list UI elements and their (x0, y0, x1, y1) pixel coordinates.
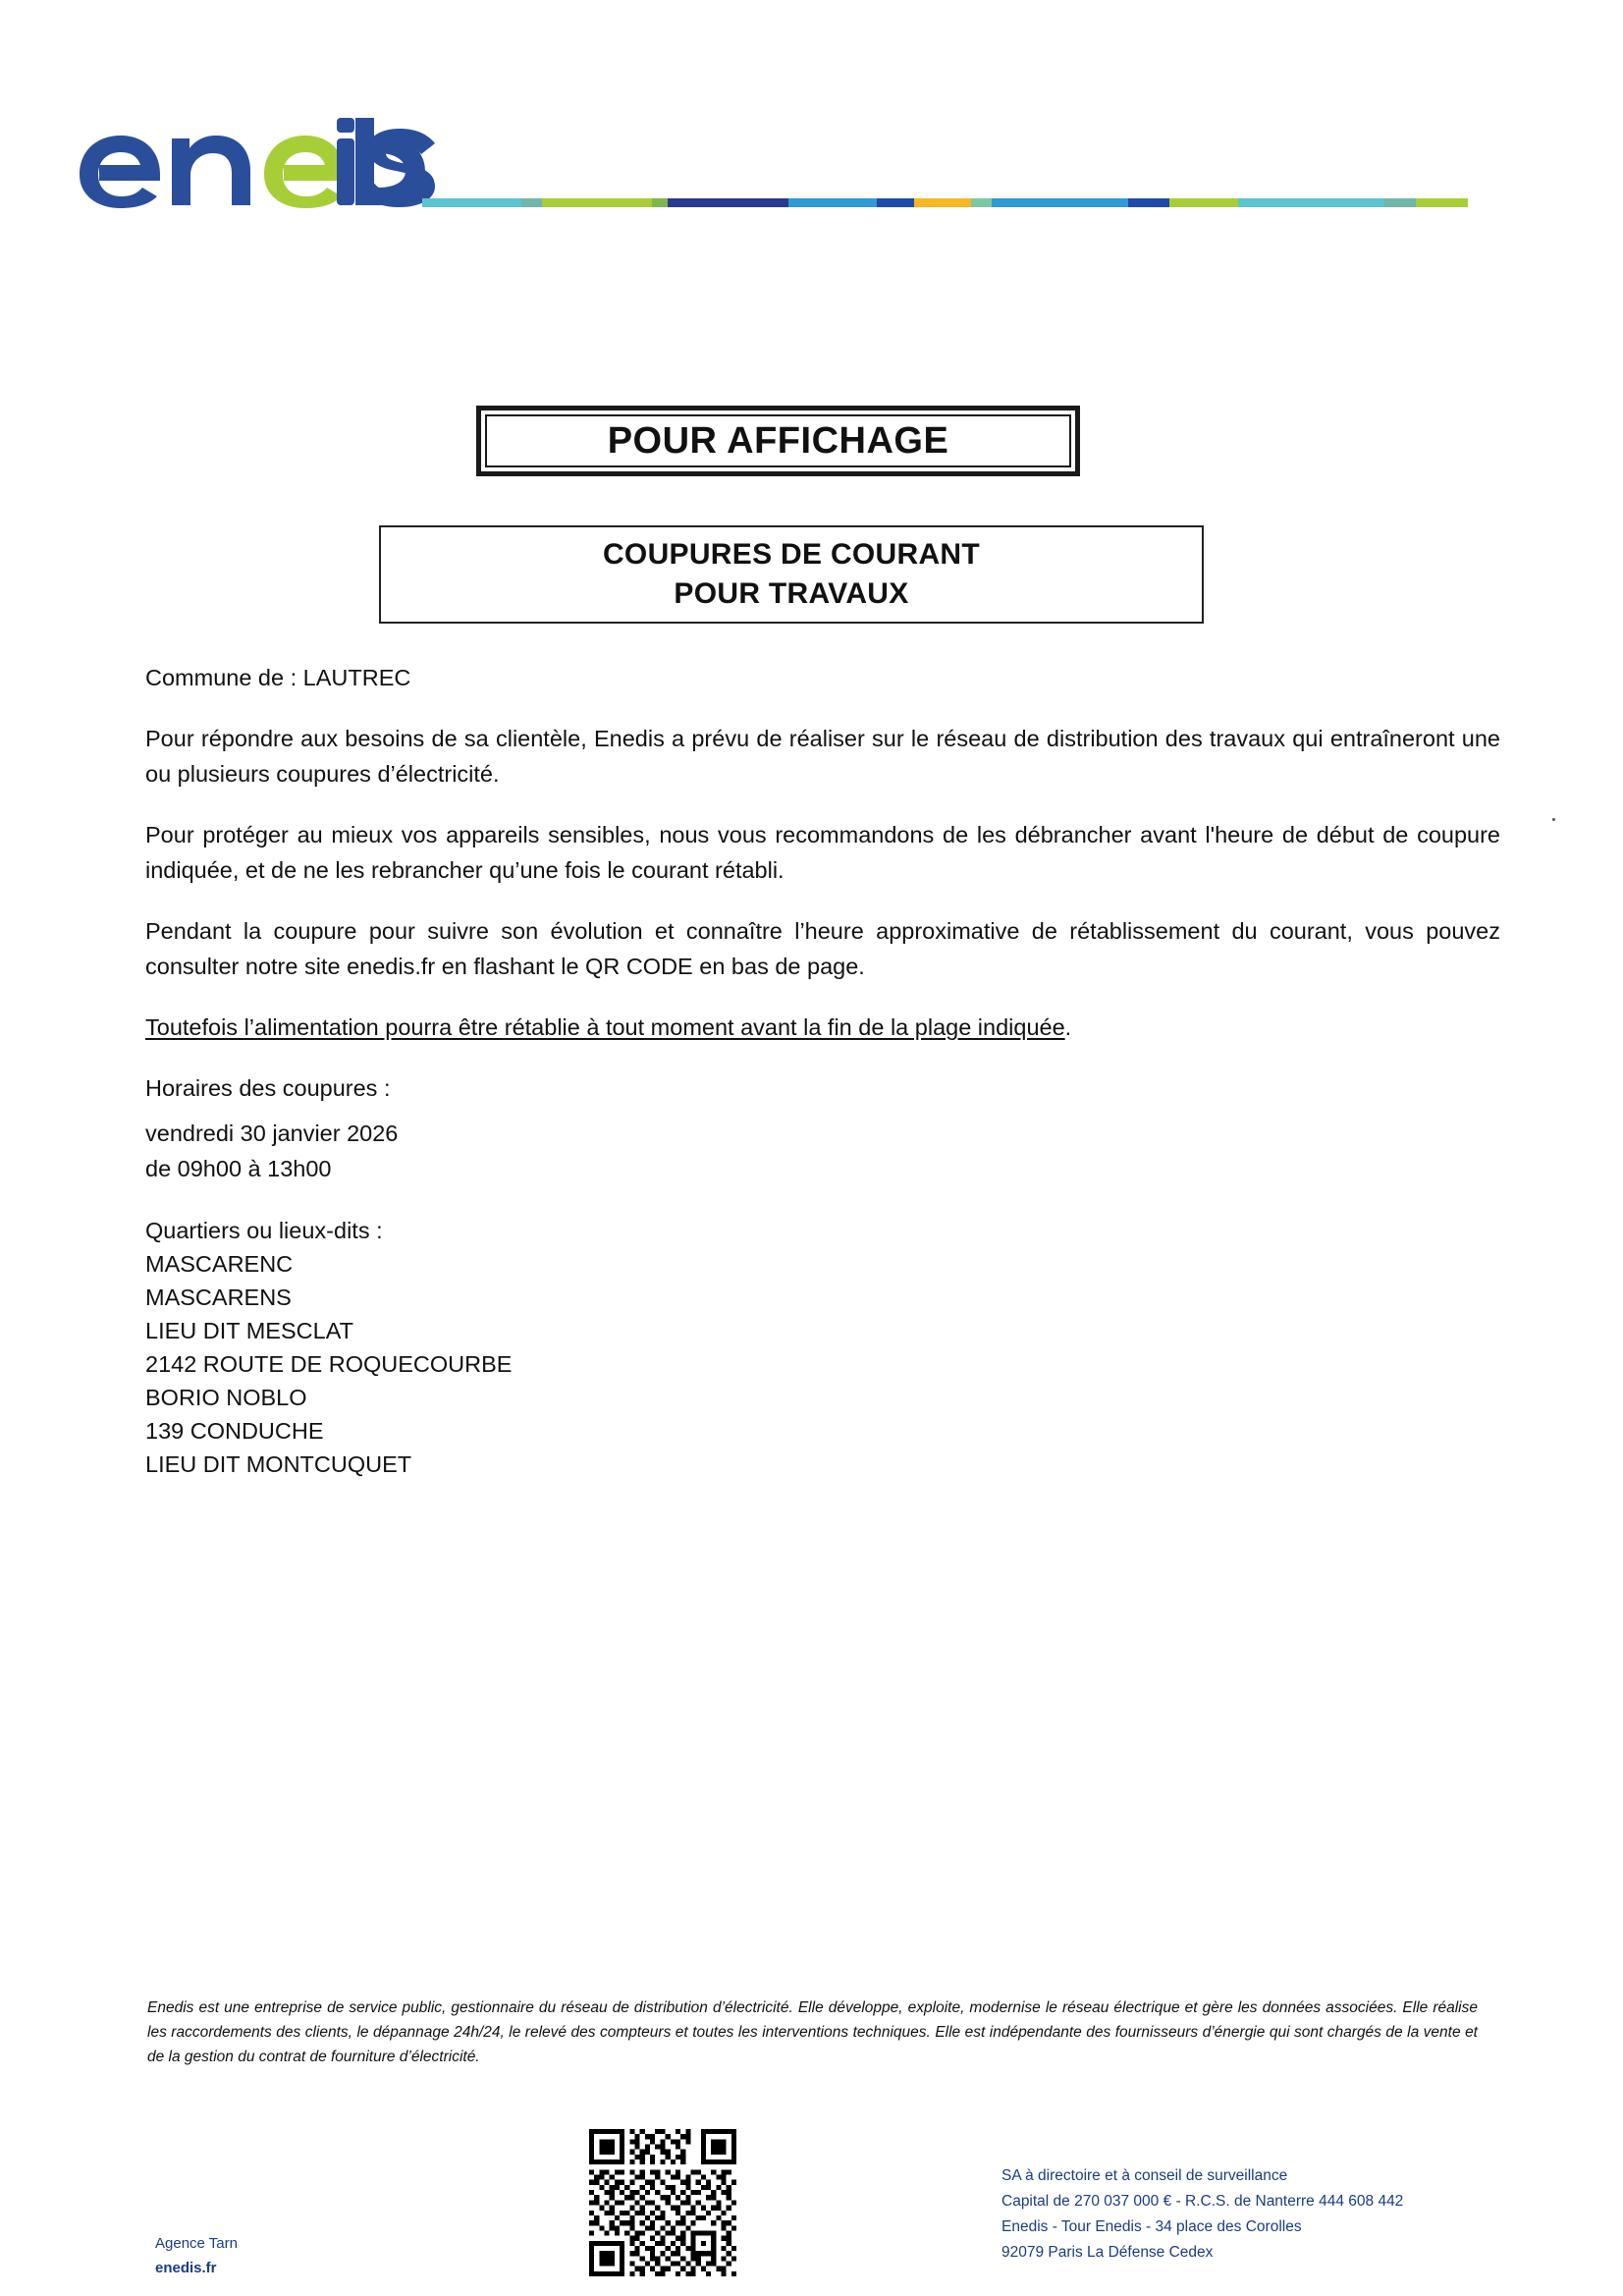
rule-segment (877, 198, 913, 207)
paragraph-appareils: Pour protéger au mieux vos appareils sensibles, nous vous recommandons de les débrancher avant l'heure de début de coupure indiquée, et de ne les rebrancher qu’une fois le courant rétabli. (145, 822, 1500, 883)
paragraph-qr-info: Pendant la coupure pour suivre son évolution et connaître l’heure approximative de rétablissement du courant, vous pouvez consulter notre site enedis.fr en flashant le QR CODE en bas de page. (145, 918, 1500, 979)
footer-website[interactable]: enedis.fr (155, 2260, 217, 2276)
qr-code-icon (589, 2129, 736, 2276)
footer-legal-line1: SA à directoire et à conseil de surveillance (1001, 2167, 1288, 2184)
footer-legal-line3: Enedis - Tour Enedis - 34 place des Corolles (1001, 2218, 1302, 2235)
footer-legal-line2: Capital de 270 037 000 € - R.C.S. de Nanterre 444 608 442 (1001, 2193, 1404, 2210)
rule-segment (1416, 198, 1468, 207)
outage-schedule (145, 1116, 1029, 1186)
notice-period: . (1064, 1014, 1072, 1040)
list-item: MASCARENS (145, 1285, 292, 1310)
scan-artifact-dot (1552, 818, 1555, 821)
document-body (145, 660, 1500, 1106)
footer-agency-block (155, 2231, 469, 2280)
list-item: LIEU DIT MONTCUQUET (145, 1451, 412, 1477)
notice-underlined-text: Toutefois l’alimentation pourra être rétablie à tout moment avant la fin de la plage indiquée (145, 1014, 1065, 1040)
list-item: BORIO NOBLO (145, 1385, 307, 1410)
rule-segment (521, 198, 542, 207)
list-item: LIEU DIT MESCLAT (145, 1318, 353, 1343)
rule-segment (652, 198, 668, 207)
brand-color-rule (422, 198, 1468, 207)
coupures-title-line1: COUPURES DE COURANT (602, 538, 981, 572)
rule-segment (992, 198, 1127, 207)
qr-code[interactable] (589, 2129, 736, 2276)
coupures-title-line2: POUR TRAVAUX (674, 577, 909, 610)
footer-legal-block (1001, 2163, 1512, 2266)
list-item: 139 CONDUCHE (145, 1418, 324, 1444)
rule-segment (1238, 198, 1384, 207)
rule-segment (542, 198, 652, 207)
rule-segment (971, 198, 992, 207)
horaires-label: Horaires des coupures : (145, 1075, 391, 1101)
legal-disclaimer: Enedis est une entreprise de service public, gestionnaire du réseau de distribution d’électricité. Elle développe, exploite, modernise le réseau électrique et gère les données associées. Elle réalise les raccordements des clients, le dépannage 24h/24, le relevé des compteurs et toutes les interventions techniques. Elle est indépendante des fournisseurs d’énergie qui sont chargés de la vente et de la gestion du contrat de fourniture d’électricité. (147, 1999, 1478, 2065)
list-item: MASCARENC (145, 1251, 294, 1277)
rule-segment (422, 198, 521, 207)
list-item: 2142 ROUTE DE ROQUECOURBE (145, 1351, 513, 1377)
rule-segment (668, 198, 787, 207)
rule-segment (1384, 198, 1416, 207)
rule-segment (1128, 198, 1170, 207)
commune-line: Commune de : LAUTREC (145, 665, 411, 690)
places-label: Quartiers ou lieux-dits : (145, 1218, 383, 1243)
outage-time-range: de 09h00 à 13h00 (145, 1156, 332, 1181)
coupures-title-box (379, 525, 1204, 624)
enedis-logo-suffix-icon (327, 118, 445, 208)
footer-agency-name: Agence Tarn (155, 2235, 238, 2252)
rule-segment (1169, 198, 1237, 207)
pour-affichage-inner-border (485, 414, 1071, 467)
paragraph-travaux: Pour répondre aux besoins de sa clientèle, Enedis a prévu de réaliser sur le réseau de distribution des travaux qui entraîneront une ou plusieurs coupures d’électricité. (145, 726, 1500, 787)
footer-legal-line4: 92079 Paris La Défense Cedex (1001, 2244, 1214, 2261)
enedis-logo (74, 118, 427, 206)
rule-segment (788, 198, 878, 207)
outage-date: vendredi 30 janvier 2026 (145, 1121, 399, 1146)
document-header (74, 118, 1546, 226)
pour-affichage-title: POUR AFFICHAGE (607, 419, 949, 462)
paragraph-notice (145, 1010, 1500, 1045)
rule-segment (914, 198, 972, 207)
affected-places (145, 1214, 1029, 1481)
pour-affichage-box (476, 406, 1080, 476)
